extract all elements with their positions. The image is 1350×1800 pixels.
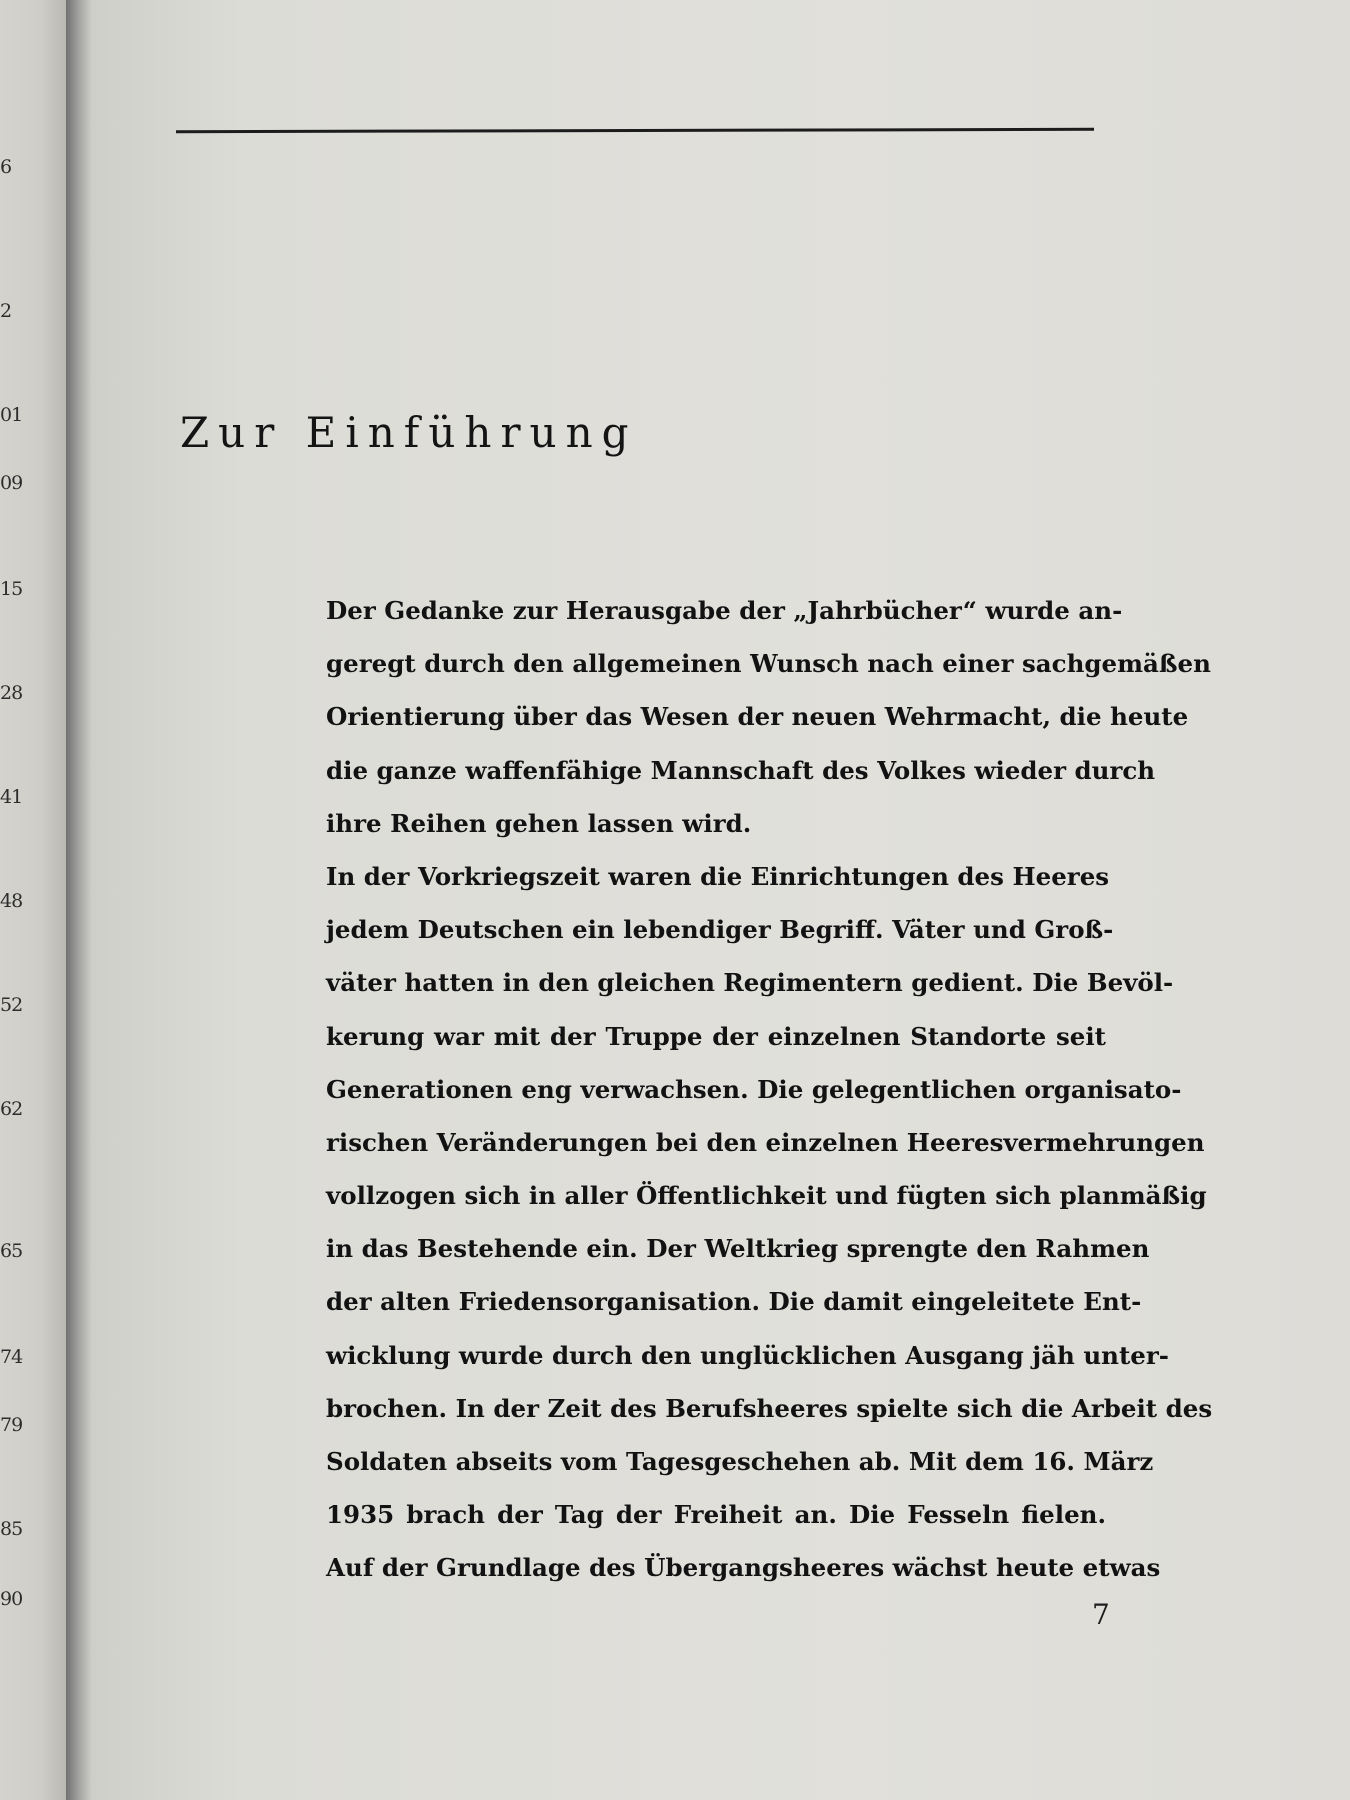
text-line: väter hatten in den gleichen Regimentern gedient. Die Bevöl-: [326, 968, 1174, 998]
text-line: Soldaten abseits vom Tagesgeschehen ab. Mit dem 16. März: [326, 1447, 1154, 1476]
book-gutter: [66, 0, 92, 1800]
toc-page-number: 65: [0, 1240, 23, 1262]
text-line: 1935 brach der Tag der Freiheit an. Die Fesseln fielen.: [326, 1500, 1106, 1530]
text-line: brochen. In der Zeit des Berufsheeres spielte sich die Arbeit des: [326, 1393, 1213, 1423]
body-paragraphs: [326, 584, 1213, 1595]
text-line: jedem Deutschen ein lebendiger Begriff. Väter und Groß-: [326, 915, 1114, 945]
toc-page-number: 6: [0, 156, 12, 178]
toc-page-number: 79: [0, 1414, 23, 1436]
toc-page-number: 85: [0, 1518, 23, 1540]
text-line: kerung war mit der Truppe der einzelnen Standorte seit: [326, 1021, 1106, 1051]
toc-page-number: 48: [0, 890, 23, 912]
text-line: wicklung wurde durch den unglücklichen Ausgang jäh unter-: [326, 1340, 1169, 1370]
text-line: die ganze waffenfähige Mannschaft des Volkes wieder durch: [326, 755, 1156, 785]
text-line: ihre Reihen gehen lassen wird.: [326, 808, 752, 838]
chapter-heading: Zur Einführung: [180, 408, 638, 458]
text-line: Der Gedanke zur Herausgabe der „Jahrbücher“ wurde an-: [326, 596, 1123, 625]
toc-page-number: 74: [0, 1346, 23, 1368]
text-line: In der Vorkriegszeit waren die Einrichtungen des Heeres: [326, 861, 1110, 891]
text-line: in das Bestehende ein. Der Weltkrieg sprengte den Rahmen: [326, 1234, 1150, 1264]
toc-page-number: 62: [0, 1098, 23, 1120]
text-line: geregt durch den allgemeinen Wunsch nach einer sachgemäßen: [326, 649, 1211, 679]
text-line: Generationen eng verwachsen. Die gelegentlichen organisato-: [326, 1074, 1182, 1104]
previous-page-edge: [0, 0, 66, 1800]
toc-page-number: 28: [0, 682, 23, 704]
text-line: rischen Veränderungen bei den einzelnen Heeresvermehrungen: [326, 1127, 1205, 1157]
text-line: vollzogen sich in aller Öffentlichkeit und fügten sich planmäßig: [326, 1181, 1207, 1211]
toc-page-number: 41: [0, 786, 23, 808]
toc-page-number: 01: [0, 404, 23, 426]
text-line: der alten Friedensorganisation. Die damit eingeleitete Ent-: [326, 1287, 1142, 1317]
toc-page-number: 09: [0, 472, 23, 494]
text-line: Auf der Grundlage des Übergangsheeres wächst heute etwas: [326, 1553, 1161, 1583]
page-number: 7: [1092, 1598, 1110, 1631]
toc-page-number: 52: [0, 994, 23, 1016]
toc-page-number: 15: [0, 578, 23, 600]
text-line: Orientierung über das Wesen der neuen Wehrmacht, die heute: [326, 702, 1189, 732]
toc-page-number: 90: [0, 1588, 23, 1610]
toc-page-number: 2: [0, 300, 12, 322]
